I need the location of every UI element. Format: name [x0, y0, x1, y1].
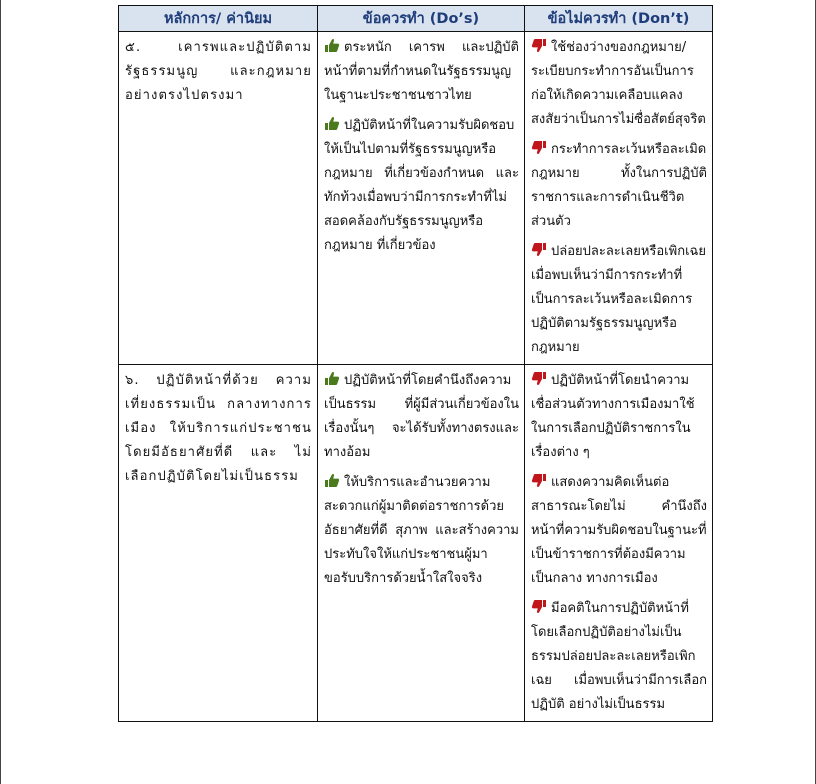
do-item-text: ปฏิบัติหน้าที่โดยคำนึงถึงความเป็นธรรม ที่ผู้มีส่วนเกี่ยวข้องในเรื่องนั้นๆ จะได้รับทั้งทางตรงและทางอ้อม [324, 373, 519, 460]
table-row [119, 32, 713, 365]
dont-item [531, 597, 707, 717]
dont-item-text: ปฏิบัติหน้าที่โดยนำความเชื่อส่วนตัวทางการเมืองมาใช้ในการเลือกปฏิบัติราชการในเรื่องต่าง ๆ [531, 373, 695, 460]
dont-item-text: กระทำการละเว้นหรือละเมิดกฎหมาย ทั้งในการปฏิบัติราชการและการดำเนินชีวิตส่วนตัว [531, 142, 707, 229]
thumbs-down-icon [531, 371, 547, 386]
thumbs-down-icon [531, 242, 547, 257]
table-row [119, 365, 713, 722]
header-donts: ข้อไม่ควรทำ (Don’t) [525, 6, 713, 32]
thumbs-up-icon [324, 371, 340, 386]
thumbs-down-icon [531, 38, 547, 53]
thumbs-up-icon [324, 38, 340, 53]
dont-item [531, 471, 707, 591]
do-item [324, 471, 519, 591]
dont-item-text: มีอคติในการปฏิบัติหน้าที่โดยเลือกปฏิบัติอย่างไม่เป็นธรรมปล่อยปละละเลยหรือเพิกเฉย เมื่อพบเห็นว่ามีการเลือกปฏิบัติ อย่างไม่เป็นธรรม [531, 601, 707, 712]
dont-item-text: แสดงความคิดเห็นต่อสาธารณะโดยไม่ คำนึงถึงหน้าที่ความรับผิดชอบในฐานะที่เป็นข้าราชการที่ต้องมีความเป็นกลาง ทางการเมือง [531, 475, 707, 586]
dont-item [531, 36, 707, 132]
dont-item [531, 138, 707, 234]
do-item [324, 369, 519, 465]
donts-cell [525, 365, 713, 722]
dont-item-text: ปล่อยปละละเลยหรือเพิกเฉยเมื่อพบเห็นว่ามีการกระทำที่เป็นการละเว้นหรือละเมิดการปฏิบัติตามรัฐธรรมนูญหรือกฎหมาย [531, 244, 706, 355]
do-item-text: ปฏิบัติหน้าที่ในความรับผิดชอบให้เป็นไปตามที่รัฐธรรมนูญหรือกฎหมาย ที่เกี่ยวข้องกำหนด และทักท้วงเมื่อพบว่ามีการกระทำที่ไม่สอดคล้องกับรัฐธรรมนูญหรือกฎหมาย ที่เกี่ยวข้อง [324, 118, 519, 253]
principle-cell: ๖. ปฏิบัติหน้าที่ด้วย ความเที่ยงธรรมเป็น กลางทางการเมือง ให้บริการแก่ประชาชน โดยมีอัธยาศัยที่ดี และ ไม่เลือกปฏิบัติโดยไม่เป็นธรรม [119, 365, 318, 722]
thumbs-up-icon [324, 116, 340, 131]
dont-item [531, 240, 707, 360]
dont-item-text: ใช้ช่องว่างของกฎหมาย/ระเบียบกระทำการอันเป็นการก่อให้เกิดความเคลือบแคลงสงสัยว่าเป็นการไม่ซื่อสัตย์สุจริต [531, 40, 706, 127]
dos-cell [318, 32, 525, 365]
thumbs-up-icon [324, 473, 340, 488]
dos-cell [318, 365, 525, 722]
header-row [119, 6, 713, 32]
do-item [324, 114, 519, 258]
principle-cell: ๕. เคารพและปฏิบัติตามรัฐธรรมนูญ และกฎหมายอย่างตรงไปตรงมา [119, 32, 318, 365]
dont-item [531, 369, 707, 465]
page-border-left [0, 0, 1, 784]
do-item-text: ให้บริการและอำนวยความสะดวกแก่ผู้มาติดต่อราชการด้วยอัธยาศัยที่ดี สุภาพ และสร้างความประทับใจให้แก่ประชาชนผู้มาขอรับบริการด้วยน้ำใสใจจริง [324, 475, 519, 586]
donts-cell [525, 32, 713, 365]
principles-table [118, 5, 713, 722]
thumbs-down-icon [531, 473, 547, 488]
thumbs-down-icon [531, 140, 547, 155]
thumbs-down-icon [531, 599, 547, 614]
do-item-text: ตระหนัก เคารพ และปฏิบัติหน้าที่ตามที่กำหนดในรัฐธรรมนูญในฐานะประชาชนชาวไทย [324, 40, 519, 103]
header-principle: หลักการ/ ค่านิยม [119, 6, 318, 32]
do-item [324, 36, 519, 108]
header-dos: ข้อควรทำ (Do’s) [318, 6, 525, 32]
